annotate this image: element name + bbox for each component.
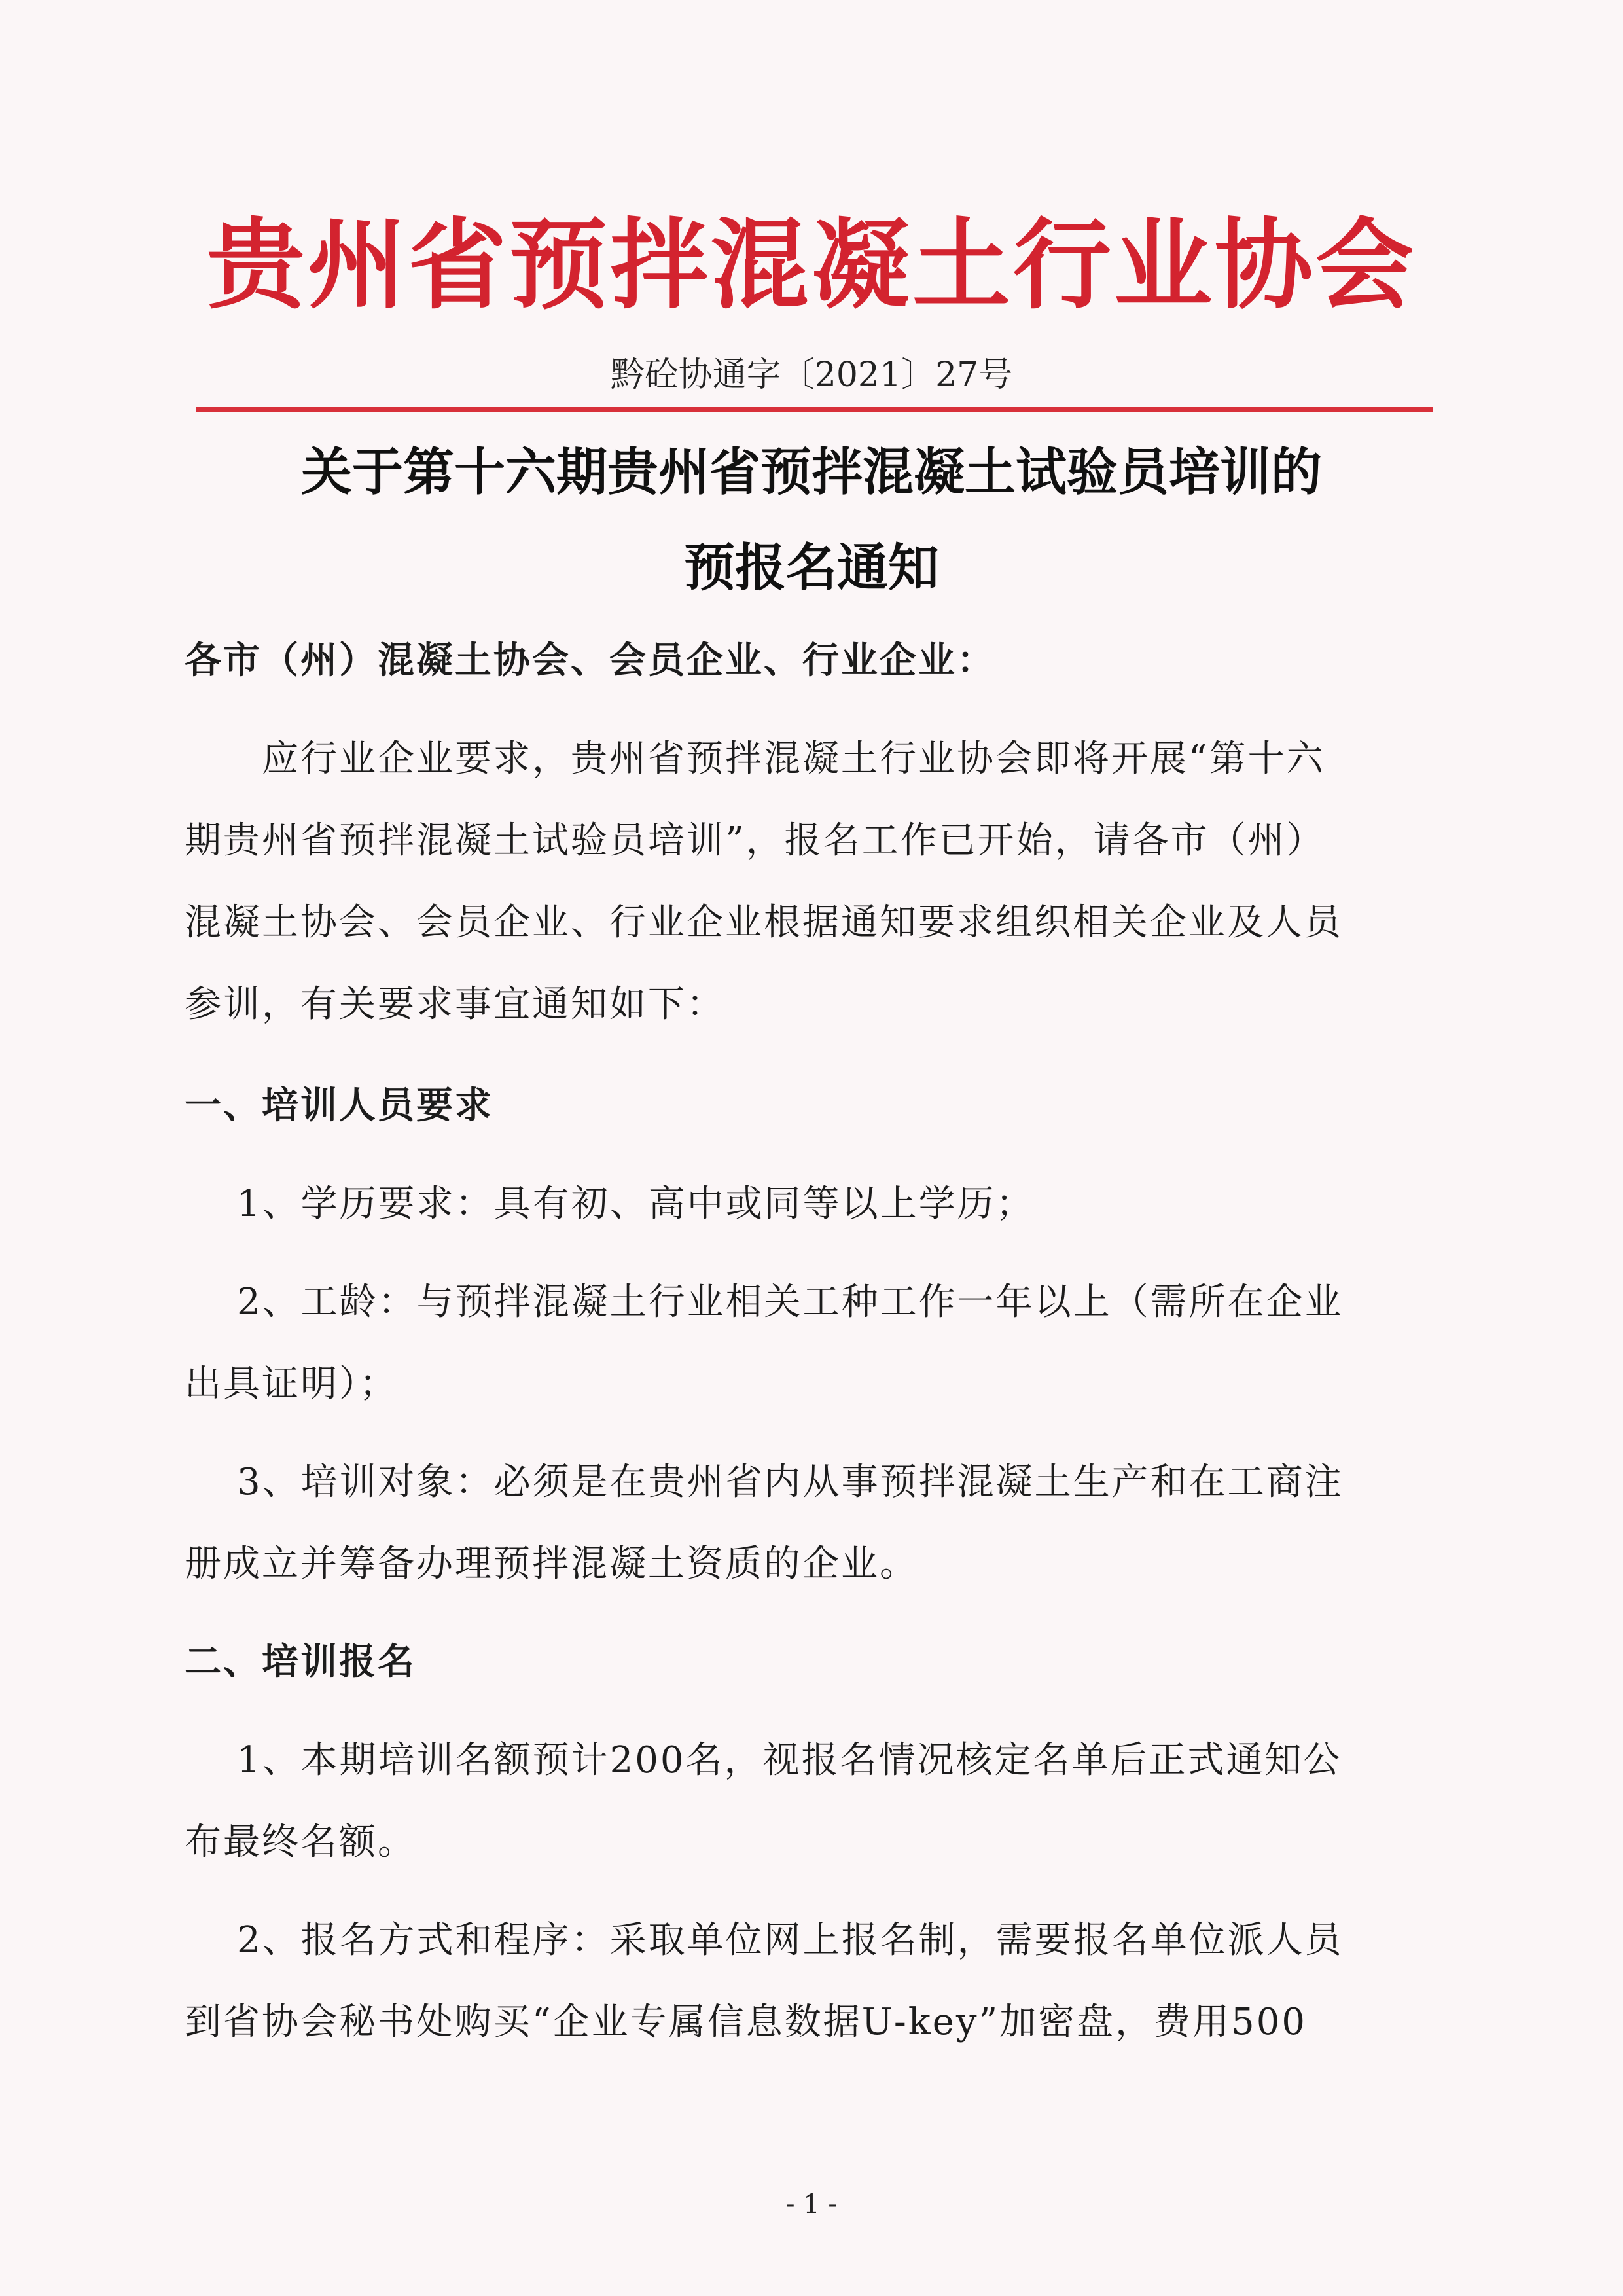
notice-title-line-1: 关于第十六期贵州省预拌混凝土试验员培训的: [300, 443, 1322, 502]
section-1-item-2-cont: 出具证明）；: [185, 1363, 398, 1405]
notice-title-line-2: 预报名通知: [683, 539, 939, 598]
letterhead-red-rule: [196, 407, 1433, 412]
intro-line-4: 参训，有关要求事宜通知如下：: [185, 983, 725, 1026]
page-number: - 1 -: [786, 2189, 837, 2219]
letterhead-organization-name: 贵州省预拌混凝土行业协会: [206, 207, 1416, 323]
document-number: 黔砼协通字〔2021〕27号: [610, 355, 1013, 395]
intro-line-3: 混凝土协会、会员企业、行业企业根据通知要求组织相关企业及人员: [185, 901, 1343, 944]
section-1-item-2: 2、工龄：与预拌混凝土行业相关工种工作一年以上（需所在企业: [237, 1281, 1344, 1323]
intro-line-2: 期贵州省预拌混凝土试验员培训”，报名工作已开始，请各市（州）: [185, 819, 1325, 862]
section-1-item-3-cont: 册成立并筹备办理预拌混凝土资质的企业。: [185, 1543, 918, 1585]
section-2-heading: 二、培训报名: [185, 1641, 416, 1683]
section-2-item-1: 1、本期培训名额预计200名，视报名情况核定名单后正式通知公: [237, 1739, 1342, 1782]
intro-line-1: 应行业企业要求，贵州省预拌混凝土行业协会即将开展“第十六: [262, 738, 1325, 780]
section-2-item-2: 2、报名方式和程序：采取单位网上报名制，需要报名单位派人员: [237, 1919, 1344, 1962]
salutation: 各市（州）混凝土协会、会员企业、行业企业：: [185, 639, 995, 682]
section-1-heading: 一、培训人员要求: [185, 1085, 493, 1127]
section-1-item-1: 1、学历要求：具有初、高中或同等以上学历；: [237, 1183, 1035, 1225]
section-2-item-2-cont: 到省协会秘书处购买“企业专属信息数据U-key”加密盘，费用500: [185, 2001, 1307, 2043]
section-2-item-1-cont: 布最终名额。: [185, 1821, 416, 1863]
section-1-item-3: 3、培训对象：必须是在贵州省内从事预拌混凝土生产和在工商注: [237, 1461, 1344, 1503]
